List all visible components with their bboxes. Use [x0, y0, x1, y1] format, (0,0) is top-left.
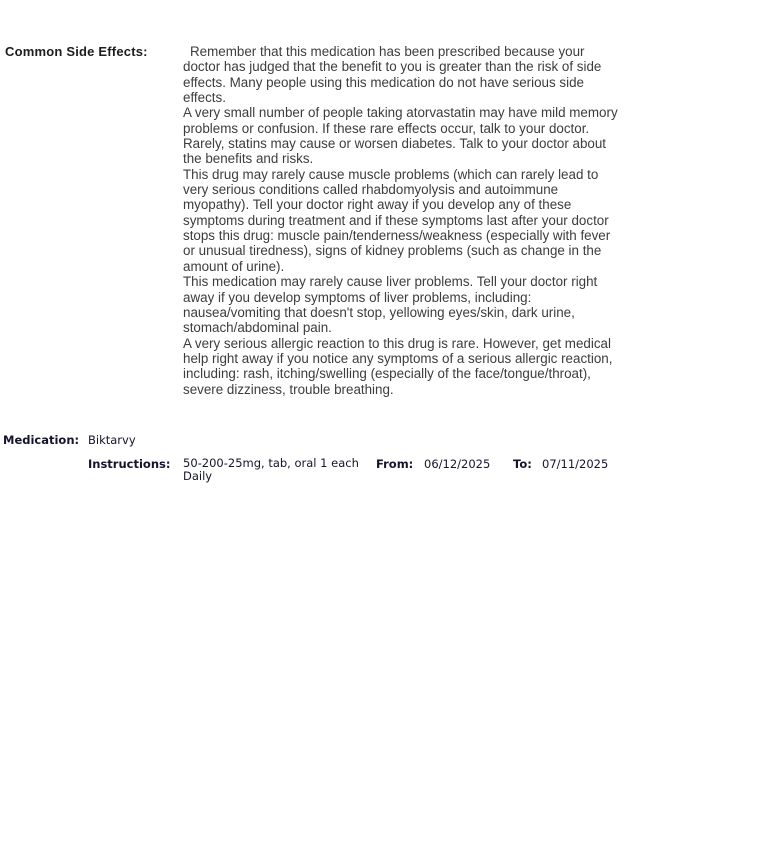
common-side-effects-label: Common Side Effects: [5, 44, 148, 59]
instructions-value: 50-200-25mg, tab, oral 1 each Daily [183, 456, 359, 483]
medication-label: Medication: [3, 433, 80, 447]
side-effects-paragraph: A very small number of people taking atorvastatin may have mild memory problems or confusion. If these rare effects occur, talk to your doctor. [183, 105, 618, 136]
from-date-label: From: [376, 457, 414, 471]
common-side-effects-text [183, 44, 621, 397]
side-effects-paragraph: This medication may rarely cause liver problems. Tell your doctor right away if you develop symptoms of liver problems, including: nausea/vomiting that doesn't stop, yellowing eyes/skin, dark urine, stomach/abdominal pain. [183, 274, 598, 336]
side-effects-paragraph: Rarely, statins may cause or worsen diabetes. Talk to your doctor about the benefits and risks. [183, 136, 607, 167]
side-effects-paragraph: This drug may rarely cause muscle problems (which can rarely lead to very serious conditions called rhabdomyolysis and autoimmune myopathy). Tell your doctor right away if you develop any of these symptoms during treatment and if these symptoms last after your doctor stops this drug: muscle pain/tenderness/weakness (especially with fever or unusual tiredness), signs of kidney problems (such as change in the amount of urine). [183, 166, 611, 274]
to-date-label: To: [513, 457, 532, 471]
side-effects-paragraph: A very serious allergic reaction to this drug is rare. However, get medical help right away if you notice any symptoms of a serious allergic reaction, including: rash, itching/swelling (especially of the face/tongue/throat), severe dizziness, trouble breathing. [183, 335, 613, 397]
medication-value: Biktarvy [88, 433, 136, 447]
side-effects-paragraph: Remember that this medication has been prescribed because your doctor has judged that the benefit to you is greater than the risk of side effects. Many people using this medication do not have serious side effects. [183, 44, 602, 106]
instructions-label: Instructions: [88, 457, 171, 471]
to-date-value: 07/11/2025 [542, 457, 609, 471]
from-date-value: 06/12/2025 [424, 457, 491, 471]
